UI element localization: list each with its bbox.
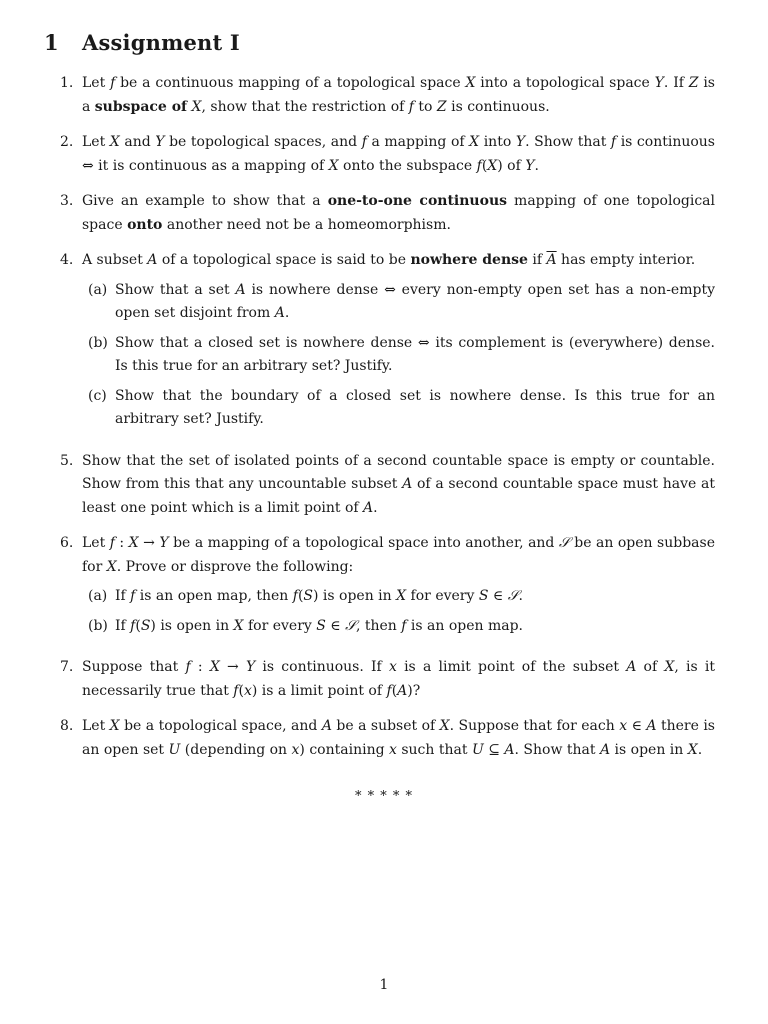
- problem-text: Let f be a continuous mapping of a topological space X into a topological space Y. If Z is a subspace of X, show that the restriction of f to Z is continuous.: [82, 75, 715, 115]
- problem-number: 8.: [60, 718, 74, 734]
- subpart-text: If f(S) is open in X for every S ∈ 𝒮, then f is an open map.: [115, 617, 523, 634]
- section-title: [44, 30, 240, 55]
- problem-text: Let X and Y be topological spaces, and f a mapping of X into Y. Show that f is continuous ⇔ it is continuous as a mapping of X onto the subspace f(X) of Y.: [82, 134, 715, 174]
- subpart-list: [88, 279, 715, 432]
- problem-item: [60, 656, 715, 703]
- problem-body: [82, 715, 715, 762]
- problem-item: [60, 249, 715, 438]
- subpart-text: Show that the boundary of a closed set is nowhere dense. Is this true for an arbitrary set? Justify.: [115, 387, 715, 427]
- subpart-label: (b): [88, 617, 108, 634]
- problem-body: [82, 249, 715, 438]
- subpart-item: [88, 615, 715, 639]
- problem-item: [60, 715, 715, 762]
- page-number: 1: [379, 977, 389, 993]
- subpart-label: (c): [88, 387, 107, 404]
- problem-body: [82, 72, 715, 119]
- problem-body: [82, 450, 715, 521]
- problem-text: Suppose that f : X → Y is continuous. If x is a limit point of the subset A of X, is it necessarily true that f(x) is a limit point of f(A)?: [82, 659, 716, 699]
- problem-body: [82, 131, 715, 178]
- problem-text: Show that the set of isolated points of a second countable space is empty or countable. Show from this that any uncountable subset A of a second countable space must have at least one point which is a limit point of A.: [82, 452, 716, 516]
- subpart-text: If f is an open map, then f(S) is open in X for every S ∈ 𝒮.: [115, 588, 523, 604]
- problem-text: Give an example to show that a one-to-one continuous mapping of one topological space onto another need not be a homeomorphism.: [82, 193, 715, 233]
- subpart-item: [88, 279, 715, 326]
- problem-number: 7.: [60, 659, 74, 675]
- problem-item: [60, 532, 715, 644]
- problem-item: [60, 131, 715, 178]
- subpart-label: (a): [88, 588, 108, 604]
- problem-number: 6.: [60, 535, 74, 551]
- problem-body: [82, 190, 715, 237]
- subpart-label: (a): [88, 281, 108, 298]
- subpart-item: [88, 385, 715, 432]
- problem-number: 3.: [60, 193, 74, 209]
- problem-item: [60, 72, 715, 119]
- problem-body: [82, 532, 715, 644]
- problem-number: 4.: [60, 252, 74, 268]
- problem-list: [60, 72, 715, 774]
- problem-number: 2.: [60, 134, 74, 150]
- problem-text: A subset A of a topological space is said to be nowhere dense if $\overline{A}$ has empty interior.: [82, 252, 696, 268]
- problem-text: Let X be a topological space, and A be a subset of X. Suppose that for each x ∈ A there is an open set U (depending on x) containing x such that U ⊆ A. Show that A is open in X.: [82, 718, 715, 758]
- subpart-label: (b): [88, 334, 108, 351]
- section-number: 1: [44, 30, 59, 55]
- subpart-text: Show that a set A is nowhere dense ⇔ every non-empty open set has a non-empty open set disjoint from A.: [115, 281, 715, 321]
- problem-number: 5.: [60, 452, 74, 469]
- section-title-text: Assignment I: [82, 30, 240, 55]
- subpart-text: Show that a closed set is nowhere dense ⇔ its complement is (everywhere) dense. Is this true for an arbitrary set? Justify.: [115, 334, 715, 374]
- problem-text: Let f : X → Y be a mapping of a topological space into another, and 𝒮 be an open subbase for X. Prove or disprove the following:: [82, 535, 715, 575]
- subpart-list: [88, 585, 715, 638]
- subpart-item: [88, 332, 715, 379]
- problem-item: [60, 190, 715, 237]
- problem-number: 1.: [60, 75, 74, 91]
- problem-body: [82, 656, 715, 703]
- problem-item: [60, 450, 715, 521]
- subpart-item: [88, 585, 715, 609]
- end-separator: * * * * *: [354, 789, 414, 804]
